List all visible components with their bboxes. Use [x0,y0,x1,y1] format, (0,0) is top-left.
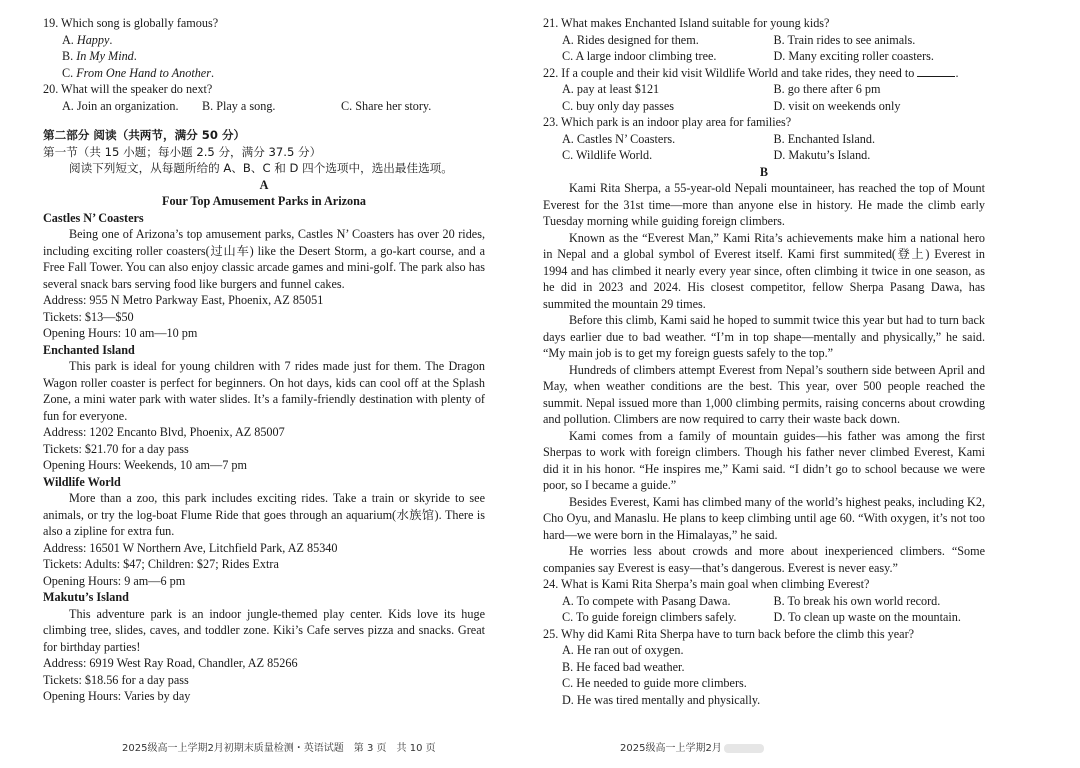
option-c: C. To guide foreign climbers safely. [562,610,737,624]
option-letter: B. [62,49,77,63]
park-makutus-island [43,589,485,705]
reading-instruction: 阅读下列短文，从每题所给的 A、B、C 和 D 四个选项中，选出最佳选项。 [69,161,453,175]
option-text [62,49,137,63]
park-castles [43,210,485,342]
park-description: Being one of Arizona’s top amusement parks, Castles N’ Coasters has over 20 rides, including exciting roller coasters(过山车) like the Desert Storm, a go-kart course, and a Free Fall Tower. You can also enjoy classic arcade games and mini-golf. The park also has several snack bars serving food like burgers and funnel cakes. [43,227,485,291]
question-24 [543,576,985,626]
option-d: D. He was tired mentally and physically. [562,692,761,707]
option-a: A. To compete with Pasang Dawa. [562,593,731,608]
question-stem: 20. What will the speaker do next? [43,82,213,96]
option-c: C. buy only day passes [562,98,675,113]
stem-end: . [955,65,959,80]
question-20 [43,81,485,114]
option-c: C. A large indoor climbing tree. [562,49,717,63]
park-tickets: Tickets: $13—$50 [43,309,134,324]
blurred-text [724,744,764,753]
stem-text: 22. If a couple and their kid visit Wildlife World and take rides, they need to [543,65,918,80]
option-punct: . [210,65,215,80]
paragraph: Hundreds of climbers attempt Everest from Nepal’s southern side between April and May, when weather conditions are the best. This year, over 500 people reached the summit. Nepal issued more than 1,000 climbing permits, raising concerns about crowding and pollution. Climbers are now required to carry their waste back down. [543,362,985,426]
question-stem: 23. Which park is an indoor play area for families? [543,115,792,129]
option-a: A. pay at least $121 [562,82,660,96]
option-text [62,33,112,47]
option-d: D. Many exciting roller coasters. [773,49,934,63]
passage-letter-b: B [759,164,769,179]
option-b: B. Train rides to see animals. [773,32,916,47]
option-a: A. He ran out of oxygen. [562,643,684,657]
option-c: C. Share her story. [341,98,432,113]
question-stem [543,65,985,82]
park-description: This adventure park is an indoor jungle-themed play center. Kids love its huge climbing tree, slides, caves, and toddler zone. Kiki’s Cafe serves pizza and snacks. Great for birthday parties! [43,606,485,654]
question-stem: 19. Which song is globally famous? [43,16,219,30]
passage-b [543,180,985,576]
park-address: Address: 16501 W Northern Ave, Litchfield Park, AZ 85340 [43,540,338,555]
passage-title: Four Top Amusement Parks in Arizona [162,194,366,208]
option-letter: C. [62,65,77,80]
park-description: More than a zoo, this park includes exciting rides. Take a train or skyride to see animals, or try the log-boat Flume Ride that goes through an aquarium(水族馆). There is also a zipline for extra fun. [43,491,485,538]
option-a: A. Rides designed for them. [562,32,699,47]
option-b: B. go there after 6 pm [773,82,881,96]
option-b: B. To break his own world record. [773,593,941,608]
park-hours: Opening Hours: 9 am—6 pm [43,573,186,588]
page-footer-right [620,741,764,758]
park-tickets: Tickets: Adults: $47; Children: $27; Rides Extra [43,557,279,571]
answer-blank [917,65,955,77]
question-stem: 24. What is Kami Rita Sherpa’s main goal when climbing Everest? [543,577,870,591]
park-hours: Opening Hours: Weekends, 10 am—7 pm [43,458,247,472]
part-two-header: 第二部分 阅读（共两节，满分 50 分） [43,128,246,142]
section-one-header: 第一节（共 15 小题；每小题 2.5 分，满分 37.5 分） [43,144,322,159]
song-title: From One Hand to Another [76,65,211,80]
right-column [543,15,985,708]
footer-text: 2025级高一上学期2月 [620,743,722,754]
option-text [62,66,214,80]
park-name: Wildlife World [43,474,121,489]
park-name: Castles N’ Coasters [43,210,144,225]
option-punct: . [133,49,137,63]
park-address: Address: 955 N Metro Parkway East, Phoenix, AZ 85051 [43,293,324,307]
park-name: Enchanted Island [43,342,135,357]
option-a: A. Join an organization. [62,98,179,113]
park-address: Address: 1202 Encanto Blvd, Phoenix, AZ 85007 [43,425,285,439]
option-punct: . [109,32,113,47]
question-22 [543,65,985,115]
option-c: C. He needed to guide more climbers. [562,676,747,690]
option-c [62,65,485,82]
song-title: Happy [76,32,110,47]
page-footer-left: 2025级高一上学期2月初期末质量检测・英语试题 第 3 页 共 10 页 [122,743,436,754]
option-d: D. Makutu’s Island. [773,148,871,162]
paragraph: He worries less about crowds and more about inexperienced climbers. “Some companies say Everest is easy—that’s dangerous. Everest is never easy.” [543,544,985,575]
paragraph: Known as the “Everest Man,” Kami Rita’s achievements make him a national hero in Nepal and a global symbol of Everest itself. Kami first summited(登上) Everest in 1994 and has climbed it nearly every year since, often climbing it twice in one season, as he did in 2023 and 2024. His closest competitor, fellow Sherpa Pasang Dawa, has summited the mountain 29 times. [543,230,985,311]
question-23 [543,114,985,164]
option-a [62,32,485,49]
park-address: Address: 6919 West Ray Road, Chandler, AZ 85266 [43,656,298,670]
option-c: C. Wildlife World. [562,148,653,162]
question-19 [43,15,485,81]
park-enchanted-island [43,342,485,474]
option-letter: A. [62,32,77,47]
park-description: This park is ideal for young children with 7 rides made just for them. The Dragon Wagon roller coaster is perfect for beginners. On hot days, kids can cool off at the Splash Zone, a mini water park with water slides. It’s a family-friendly destination with plenty of fun for everyone. [43,359,485,423]
question-21 [543,15,985,65]
option-d: D. visit on weekends only [773,98,901,113]
park-tickets: Tickets: $21.70 for a day pass [43,441,189,456]
park-hours: Opening Hours: 10 am—10 pm [43,326,198,340]
song-title: In My Mind [76,49,134,63]
option-b: B. He faced bad weather. [562,659,685,674]
question-stem: 25. Why did Kami Rita Sherpa have to turn back before the climb this year? [543,626,915,641]
paragraph: Kami comes from a family of mountain guides—his father was among the first Sherpas to work with foreign climbers. Though his father never climbed Everest, Kami did it in his honor. “He inspires me,” Kami said. “I didn’t go to school because we were poor, so I became a guide.” [543,428,985,492]
park-name: Makutu’s Island [43,590,129,604]
question-stem: 21. What makes Enchanted Island suitable for young kids? [543,16,830,30]
question-25 [543,626,985,709]
paragraph: Kami Rita Sherpa, a 55-year-old Nepali mountaineer, has reached the top of Mount Everest for the 31st time—more than anyone else in history. He made the climb early Tuesday morning while guiding foreign climbers. [543,181,985,228]
option-d: D. To clean up waste on the mountain. [773,610,961,624]
option-b: B. Enchanted Island. [773,131,876,146]
left-column [43,15,485,705]
park-wildlife-world [43,474,485,590]
option-a: A. Castles N’ Coasters. [562,131,676,146]
park-tickets: Tickets: $18.56 for a day pass [43,672,189,687]
passage-letter-a: A [259,177,269,192]
option-b: B. Play a song. [202,98,276,113]
paragraph: Before this climb, Kami said he hoped to summit twice this year but had to turn back days earlier due to bad weather. “I’m in top shape—mentally and physically,” he said. “My main job is to get my foreign guests safely to the top.” [543,313,985,360]
park-hours: Opening Hours: Varies by day [43,689,191,703]
paragraph: Besides Everest, Kami has climbed many of the world’s highest peaks, including K2, Cho Oyu, and Manaslu. He plans to keep climbing until age 60. “With oxygen, it’s not too hard—we were born in the Himalayas,” he said. [543,494,985,542]
option-b [62,48,485,65]
